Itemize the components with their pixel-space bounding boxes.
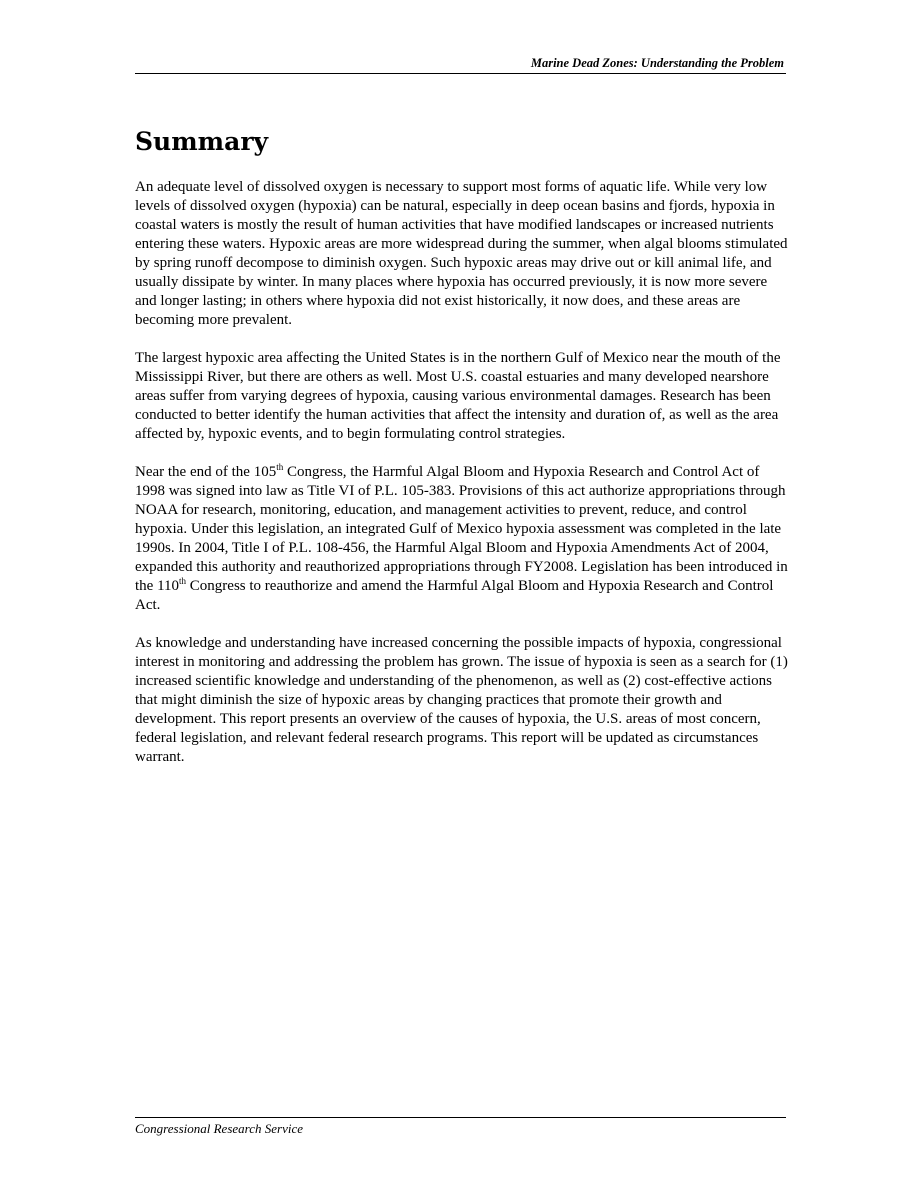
section-heading: Summary [135, 127, 269, 156]
page-footer [135, 1117, 786, 1136]
paragraph-3 [135, 463, 790, 615]
footer-organization: Congressional Research Service [135, 1121, 303, 1136]
ordinal-suffix-2: th [179, 576, 187, 586]
running-header-title: Marine Dead Zones: Understanding the Problem [530, 56, 784, 70]
page-header [135, 56, 786, 74]
paragraph-3-part-1: Near the end of the 105 [135, 464, 277, 480]
paragraph-2: The largest hypoxic area affecting the United States is in the northern Gulf of Mexico near the mouth of the Mississippi River, but there are others as well. Most U.S. coastal estuaries and many developed nearshore areas suffer from varying degrees of hypoxia, causing various environmental damages. Research has been conducted to better identify the human activities that affect the intensity and duration of, as well as the area affected by, hypoxic events, and to begin formulating control strategies. [135, 350, 781, 442]
ordinal-suffix-1: th [276, 462, 284, 472]
paragraph-3-part-2: Congress, the Harmful Algal Bloom and Hypoxia Research and Control Act of 1998 was signed into law as Title VI of P.L. 105-383. Provisions of this act authorize appropriations through NOAA for research, monitoring, education, and management activities to prevent, reduce, and control hypoxia. Under this legislation, an integrated Gulf of Mexico hypoxia assessment was completed in the late 1990s. In 2004, Title I of P.L. 108-456, the Harmful Algal Bloom and Hypoxia Amendments Act of 2004, expanded this authority and reauthorized appropriations through FY2008. Legislation has been introduced in the 110 [135, 464, 788, 594]
summary-body [135, 178, 790, 786]
paragraph-1: An adequate level of dissolved oxygen is necessary to support most forms of aquatic life. While very low levels of dissolved oxygen (hypoxia) can be natural, especially in deep ocean basins and fjords, hypoxia in coastal waters is mostly the result of human activities that have modified landscapes or increased nutrients entering these waters. Hypoxic areas are more widespread during the summer, when algal blooms stimulated by spring runoff decompose to diminish oxygen. Such hypoxic areas may drive out or kill animal life, and usually dissipate by winter. In many places where hypoxia has occurred previously, it is now more severe and longer lasting; in others where hypoxia did not exist historically, it now does, and these areas are becoming more prevalent. [135, 179, 788, 328]
paragraph-4: As knowledge and understanding have increased concerning the possible impacts of hypoxia, congressional interest in monitoring and addressing the problem has grown. The issue of hypoxia is seen as a search for (1) increased scientific knowledge and understanding of the phenomenon, as well as (2) cost-effective actions that might diminish the size of hypoxic areas by changing practices that promote their growth and development. This report presents an overview of the causes of hypoxia, the U.S. areas of most concern, federal legislation, and relevant federal research programs. This report will be updated as circumstances warrant. [135, 635, 788, 765]
paragraph-3-part-3: Congress to reauthorize and amend the Harmful Algal Bloom and Hypoxia Research and Control Act. [135, 578, 774, 613]
